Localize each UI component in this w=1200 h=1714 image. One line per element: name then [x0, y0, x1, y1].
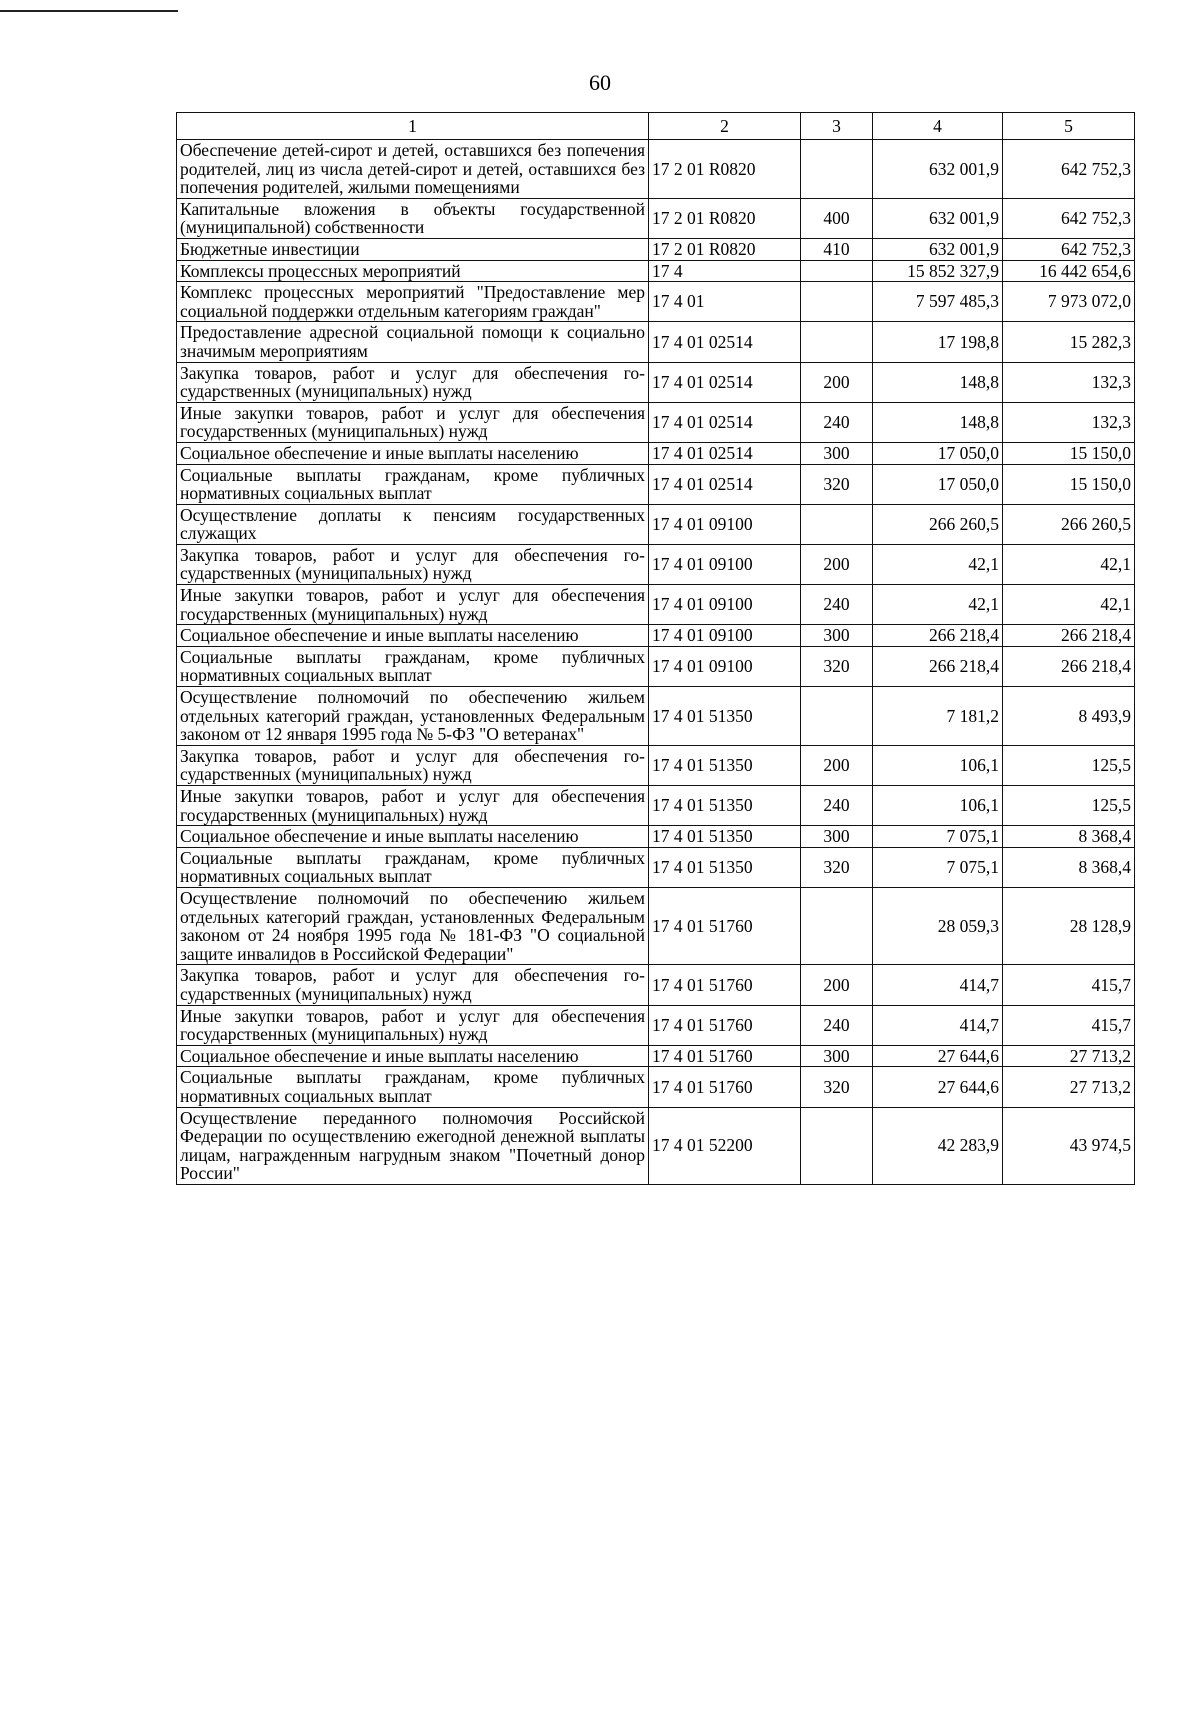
- row-name: Иные закупки товаров, работ и услуг для обеспечения государственных (муниципальных) нужд: [177, 585, 649, 625]
- row-value-1: 17 198,8: [873, 322, 1003, 362]
- row-name: Комплексы процессных мероприятий: [177, 260, 649, 282]
- row-value-2: 642 752,3: [1003, 198, 1135, 238]
- row-type: [801, 282, 873, 322]
- row-type: [801, 504, 873, 544]
- table-row: [177, 544, 1135, 584]
- table-row: [177, 965, 1135, 1005]
- row-type: 320: [801, 847, 873, 887]
- row-code: 17 4 01 09100: [649, 544, 801, 584]
- row-value-2: 42,1: [1003, 585, 1135, 625]
- row-value-1: 106,1: [873, 786, 1003, 826]
- table-row: [177, 1107, 1135, 1184]
- row-name: Социальное обеспечение и иные выплаты населению: [177, 625, 649, 647]
- row-code: 17 4 01 51760: [649, 1067, 801, 1107]
- row-name: Закупка товаров, работ и услуг для обеспечения государственных (муниципальных) нужд: [177, 362, 649, 402]
- row-name: Иные закупки товаров, работ и услуг для обеспечения государственных (муниципальных) нужд: [177, 402, 649, 442]
- row-name: Социальное обеспечение и иные выплаты населению: [177, 1045, 649, 1067]
- row-type: 200: [801, 362, 873, 402]
- row-name: Капитальные вложения в объекты государственной (муниципальной) собственности: [177, 198, 649, 238]
- table-row: [177, 464, 1135, 504]
- row-code: 17 4 01 02514: [649, 362, 801, 402]
- row-name: Осуществление переданного полномочия Российской Федерации по осуществлению ежегодной денежной выплаты лицам, награжденным нагрудным знаком "Почетный донор России": [177, 1107, 649, 1184]
- row-type: 320: [801, 464, 873, 504]
- row-value-1: 42,1: [873, 544, 1003, 584]
- row-type: 300: [801, 826, 873, 848]
- table-row: [177, 826, 1135, 848]
- row-name: Социальное обеспечение и иные выплаты населению: [177, 442, 649, 464]
- page-number: 60: [589, 70, 611, 95]
- row-name: Закупка товаров, работ и услуг для обеспечения государственных (муниципальных) нужд: [177, 965, 649, 1005]
- row-type: 300: [801, 1045, 873, 1067]
- row-value-1: 148,8: [873, 362, 1003, 402]
- row-code: 17 4 01 02514: [649, 322, 801, 362]
- row-code: 17 2 01 R0820: [649, 140, 801, 199]
- row-code: 17 4 01 51350: [649, 687, 801, 746]
- row-type: 200: [801, 745, 873, 785]
- row-name: Социальное обеспечение и иные выплаты населению: [177, 826, 649, 848]
- row-value-1: 632 001,9: [873, 198, 1003, 238]
- row-value-2: 27 713,2: [1003, 1045, 1135, 1067]
- row-name: Закупка товаров, работ и услуг для обеспечения государственных (муниципальных) нужд: [177, 745, 649, 785]
- row-name: Обеспечение детей-сирот и детей, оставшихся без попечения родителей, лиц из числа детей-сирот и детей, оставшихся без попечения родителей, жилыми помещениями: [177, 140, 649, 199]
- table-row: [177, 585, 1135, 625]
- row-value-2: 125,5: [1003, 786, 1135, 826]
- row-type: [801, 322, 873, 362]
- row-type: 320: [801, 646, 873, 686]
- row-code: 17 4 01 51760: [649, 887, 801, 964]
- table-row: [177, 140, 1135, 199]
- row-name: Осуществление полномочий по обеспечению жильем отдельных категорий граждан, установленных Федеральным законом от 24 ноября 1995 года № 181-ФЗ "О социальной защите инвалидов в Российской Федерации": [177, 887, 649, 964]
- row-value-1: 7 075,1: [873, 826, 1003, 848]
- row-value-1: 148,8: [873, 402, 1003, 442]
- header-col-3: 3: [801, 113, 873, 140]
- table-row: [177, 1045, 1135, 1067]
- row-name: Социальные выплаты гражданам, кроме публичных нормативных социальных выплат: [177, 464, 649, 504]
- row-code: 17 4 01 09100: [649, 504, 801, 544]
- table-row: [177, 402, 1135, 442]
- row-value-2: 43 974,5: [1003, 1107, 1135, 1184]
- row-value-1: 27 644,6: [873, 1067, 1003, 1107]
- table-row: [177, 687, 1135, 746]
- table-row: [177, 282, 1135, 322]
- row-code: 17 4 01 51350: [649, 786, 801, 826]
- row-value-2: 8 368,4: [1003, 826, 1135, 848]
- row-value-2: 642 752,3: [1003, 238, 1135, 260]
- row-value-2: 15 150,0: [1003, 464, 1135, 504]
- row-code: 17 4 01 51350: [649, 745, 801, 785]
- row-name: Закупка товаров, работ и услуг для обеспечения государственных (муниципальных) нужд: [177, 544, 649, 584]
- budget-table: [176, 112, 1135, 1185]
- row-code: 17 4 01 02514: [649, 464, 801, 504]
- table-row: [177, 1067, 1135, 1107]
- row-type: 300: [801, 442, 873, 464]
- row-type: [801, 140, 873, 199]
- row-value-1: 632 001,9: [873, 238, 1003, 260]
- row-value-1: 17 050,0: [873, 442, 1003, 464]
- header-col-2: 2: [649, 113, 801, 140]
- row-name: Комплекс процессных мероприятий "Предоставление мер социальной поддержки отдельным категориям граждан": [177, 282, 649, 322]
- row-value-1: 266 260,5: [873, 504, 1003, 544]
- row-type: 240: [801, 1005, 873, 1045]
- row-value-2: 8 368,4: [1003, 847, 1135, 887]
- table-row: [177, 322, 1135, 362]
- row-value-1: 28 059,3: [873, 887, 1003, 964]
- row-code: 17 4 01 51760: [649, 1045, 801, 1067]
- row-value-2: 266 218,4: [1003, 625, 1135, 647]
- row-code: 17 4 01 09100: [649, 585, 801, 625]
- row-code: 17 4 01 51350: [649, 826, 801, 848]
- row-value-1: 7 597 485,3: [873, 282, 1003, 322]
- row-value-2: 132,3: [1003, 402, 1135, 442]
- row-value-2: 8 493,9: [1003, 687, 1135, 746]
- row-value-1: 42,1: [873, 585, 1003, 625]
- row-code: 17 4 01 02514: [649, 402, 801, 442]
- row-code: 17 4 01 51760: [649, 1005, 801, 1045]
- row-value-2: 16 442 654,6: [1003, 260, 1135, 282]
- row-type: 240: [801, 585, 873, 625]
- row-value-2: 642 752,3: [1003, 140, 1135, 199]
- row-value-2: 132,3: [1003, 362, 1135, 402]
- row-value-1: 7 181,2: [873, 687, 1003, 746]
- row-code: 17 2 01 R0820: [649, 238, 801, 260]
- row-value-1: 266 218,4: [873, 646, 1003, 686]
- row-type: 410: [801, 238, 873, 260]
- table-row: [177, 745, 1135, 785]
- header-row: [177, 113, 1135, 140]
- row-type: 400: [801, 198, 873, 238]
- top-rule: [0, 10, 178, 12]
- row-value-1: 15 852 327,9: [873, 260, 1003, 282]
- table-row: [177, 504, 1135, 544]
- row-value-2: 266 218,4: [1003, 646, 1135, 686]
- table-row: [177, 625, 1135, 647]
- row-value-1: 414,7: [873, 965, 1003, 1005]
- row-value-2: 15 150,0: [1003, 442, 1135, 464]
- table-row: [177, 786, 1135, 826]
- row-code: 17 4 01 51760: [649, 965, 801, 1005]
- row-value-2: 266 260,5: [1003, 504, 1135, 544]
- row-name: Предоставление адресной социальной помощи к социально значимым мероприятиям: [177, 322, 649, 362]
- table-row: [177, 260, 1135, 282]
- row-value-2: 42,1: [1003, 544, 1135, 584]
- table-row: [177, 238, 1135, 260]
- row-code: 17 4 01: [649, 282, 801, 322]
- header-col-5: 5: [1003, 113, 1135, 140]
- row-name: Социальные выплаты гражданам, кроме публичных нормативных социальных выплат: [177, 646, 649, 686]
- row-code: 17 4 01 52200: [649, 1107, 801, 1184]
- table-row: [177, 646, 1135, 686]
- table-row: [177, 847, 1135, 887]
- row-value-2: 28 128,9: [1003, 887, 1135, 964]
- row-name: Осуществление полномочий по обеспечению жильем отдельных категорий граждан, установленных Федеральным законом от 12 января 1995 года № 5-ФЗ "О ветеранах": [177, 687, 649, 746]
- row-name: Осуществление доплаты к пенсиям государственных служащих: [177, 504, 649, 544]
- row-name: Социальные выплаты гражданам, кроме публичных нормативных социальных выплат: [177, 1067, 649, 1107]
- row-code: 17 4: [649, 260, 801, 282]
- row-value-1: 42 283,9: [873, 1107, 1003, 1184]
- row-value-1: 7 075,1: [873, 847, 1003, 887]
- row-type: 200: [801, 965, 873, 1005]
- row-name: Иные закупки товаров, работ и услуг для обеспечения государственных (муниципальных) нужд: [177, 1005, 649, 1045]
- table-row: [177, 362, 1135, 402]
- row-name: Социальные выплаты гражданам, кроме публичных нормативных социальных выплат: [177, 847, 649, 887]
- row-value-1: 632 001,9: [873, 140, 1003, 199]
- table-row: [177, 442, 1135, 464]
- table-row: [177, 198, 1135, 238]
- table-row: [177, 887, 1135, 964]
- row-value-1: 106,1: [873, 745, 1003, 785]
- row-type: 200: [801, 544, 873, 584]
- row-type: [801, 887, 873, 964]
- row-type: [801, 687, 873, 746]
- row-code: 17 4 01 51350: [649, 847, 801, 887]
- row-name: Бюджетные инвестиции: [177, 238, 649, 260]
- header-col-4: 4: [873, 113, 1003, 140]
- row-code: 17 4 01 02514: [649, 442, 801, 464]
- row-type: 320: [801, 1067, 873, 1107]
- row-type: 240: [801, 402, 873, 442]
- row-name: Иные закупки товаров, работ и услуг для обеспечения государственных (муниципальных) нужд: [177, 786, 649, 826]
- row-value-1: 27 644,6: [873, 1045, 1003, 1067]
- row-type: 300: [801, 625, 873, 647]
- table-row: [177, 1005, 1135, 1045]
- row-value-2: 415,7: [1003, 1005, 1135, 1045]
- row-value-2: 415,7: [1003, 965, 1135, 1005]
- row-code: 17 2 01 R0820: [649, 198, 801, 238]
- row-code: 17 4 01 09100: [649, 646, 801, 686]
- row-type: [801, 1107, 873, 1184]
- row-value-1: 17 050,0: [873, 464, 1003, 504]
- row-type: [801, 260, 873, 282]
- header-col-1: 1: [177, 113, 649, 140]
- row-value-1: 414,7: [873, 1005, 1003, 1045]
- row-code: 17 4 01 09100: [649, 625, 801, 647]
- row-value-2: 125,5: [1003, 745, 1135, 785]
- row-value-1: 266 218,4: [873, 625, 1003, 647]
- row-type: 240: [801, 786, 873, 826]
- row-value-2: 15 282,3: [1003, 322, 1135, 362]
- row-value-2: 27 713,2: [1003, 1067, 1135, 1107]
- row-value-2: 7 973 072,0: [1003, 282, 1135, 322]
